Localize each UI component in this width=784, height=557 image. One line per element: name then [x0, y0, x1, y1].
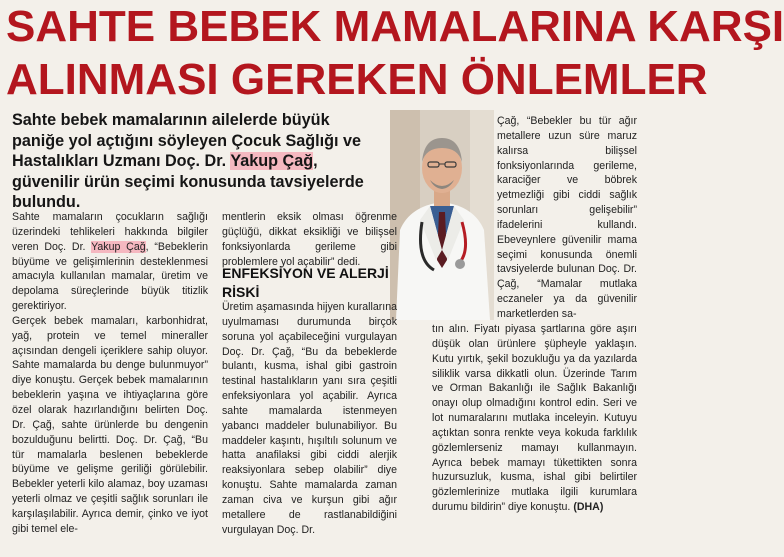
column-4-paragraph: Çağ, “Bebekler bu tür ağır metallere uzun süre maruz kalırsa bilişsel fonksiyonlarında gerileme, karaciğer ve böbrek yetmezliği gibi ciddi sağlık sorunları gelişebilir” ifadelerini kullandı. Ebeveynlere güvenilir mama seçimi konusunda önemli tavsiyelerde bulunan Doç. Dr. Çağ, “Mamalar mutlaka eczaneler ya da güvenilir marketlerden sa- — [497, 115, 637, 320]
column-4 — [497, 114, 637, 322]
lead-text-after: , güvenilir ürün seçimi konusunda tavsiyelerde bulundu. — [12, 152, 364, 211]
column-2-paragraph: mentlerin eksik olması öğrenme güçlüğü, dikkat eksikliği ve bilişsel fonksiyonlarda gerileme gibi problemlere yol açabilir” dedi. — [222, 211, 397, 268]
column-5 — [432, 322, 637, 515]
doctor-photo — [390, 110, 494, 320]
col1-text-before: Sahte mamaların çocukların sağlığı üzerindeki tehlikeleri hakkında bilgiler veren Doç. Dr. — [12, 211, 208, 253]
subheading: ENFEKSİYON VE ALERJİ RİSKİ — [222, 265, 389, 300]
column-1 — [12, 210, 208, 537]
column-3-paragraph: Üretim aşamasında hijyen kurallarına uyulmaması durumunda birçok soruna yol açabileceğini vurgulayan Doç. Dr. Çağ, “Bu da bebeklerde bulantı, kusma, ishal gibi gastroin testinal hastalıkların yanı sıra çeşitli enfeksiyonlara yol açabilir. Ayrıca sahte mamalarda istenmeyen yabancı maddeler bulunabiliyor. Bu maddeler kaşıntı, hışıltılı solunum ve hatta anafilaksi gibi ciddi alerjik reaksiyonlara sebep olabilir” diye konuştu. Sahte mamalarda zaman zaman civa ve kurşun gibi ağır metallere de rastlanabildiğini vurgulayan Doç. Dr. — [222, 301, 397, 536]
headline-line-2: ALINMASI GEREKEN ÖNLEMLER — [6, 55, 708, 104]
column-2 — [222, 210, 397, 269]
agency-credit: (DHA) — [573, 501, 604, 514]
col1-text-after: , “Bebeklerin büyüme ve gelişimlerinin desteklenmesi amacıyla kullanılan mamalar, üretim ve depolama süreçlerinde büyük titizlik gerektiriyor. — [12, 240, 208, 313]
col1-highlighted-name: Yakup Çağ — [91, 240, 146, 253]
lead-highlighted-name: Yakup Çağ — [230, 152, 314, 170]
lead-paragraph — [12, 110, 385, 213]
lead-text-before: Sahte bebek mamalarının ailelerde büyük paniğe yol açtığını söyleyen Çocuk Sağlığı ve Hastalıkları Uzmanı Doç. Dr. — [12, 111, 362, 170]
column-1-paragraph-1 — [12, 210, 208, 314]
column-3 — [222, 300, 397, 538]
col5-text: tın alın. Fiyatı piyasa şartlarına göre aşırı düşük olan ürünlere şüpheyle yaklaşın. Kutu yırtık, şekil bozukluğu ya da yazılarda siliklik varsa dikkatli olun. Üzerinde Tarım ve Orman Bakanlığı ile Sağlık Bakanlığı onayı olup olmadığını kontrol edin. Seri ve lot numaralarını mutlaka inceleyin. Kutuyu açtıktan sonra renkte veya kokuda farklılık gözlemlerseniz mamayı kullanmayın. Ayrıca bebek mamayı tükettikten sonra huzursuzluk, kusma, ishal gibi belirtiler gözlemlerinize mutlaka ilgili kurumlara durumu bildirin” diye konuştu. — [432, 323, 637, 514]
column-1-paragraph-2: Gerçek bebek mamaları, karbonhidrat, yağ, protein ve temel mineraller açısından dengeli içeriklere sahip oluyor. Sahte mamalarda bu denge bulunmuyor” diye konuştu. Gerçek bebek mamalarının bebeklerin yaşına ve ihtiyaçlarına göre özel olarak hazırlandığını belirten Doç. Dr. Çağ, sahte ürünlerde bu dengenin bozulduğunu belirtti. Doç. Dr. Çağ, “Bu tür mamalarla beslenen bebeklerde büyüme ve gelişme geriliği görülebilir. Bebekler yeterli kilo alamaz, boy uzaması yeterli olmaz ve çeşitli sağlık sorunları ile karşılaşılabilir. Ayrıca demir, çinko ve iyot gibi temel ele- — [12, 314, 208, 535]
headline-line-1: SAHTE BEBEK MAMALARINA KARŞI — [6, 2, 784, 51]
column-5-paragraph — [432, 322, 637, 515]
